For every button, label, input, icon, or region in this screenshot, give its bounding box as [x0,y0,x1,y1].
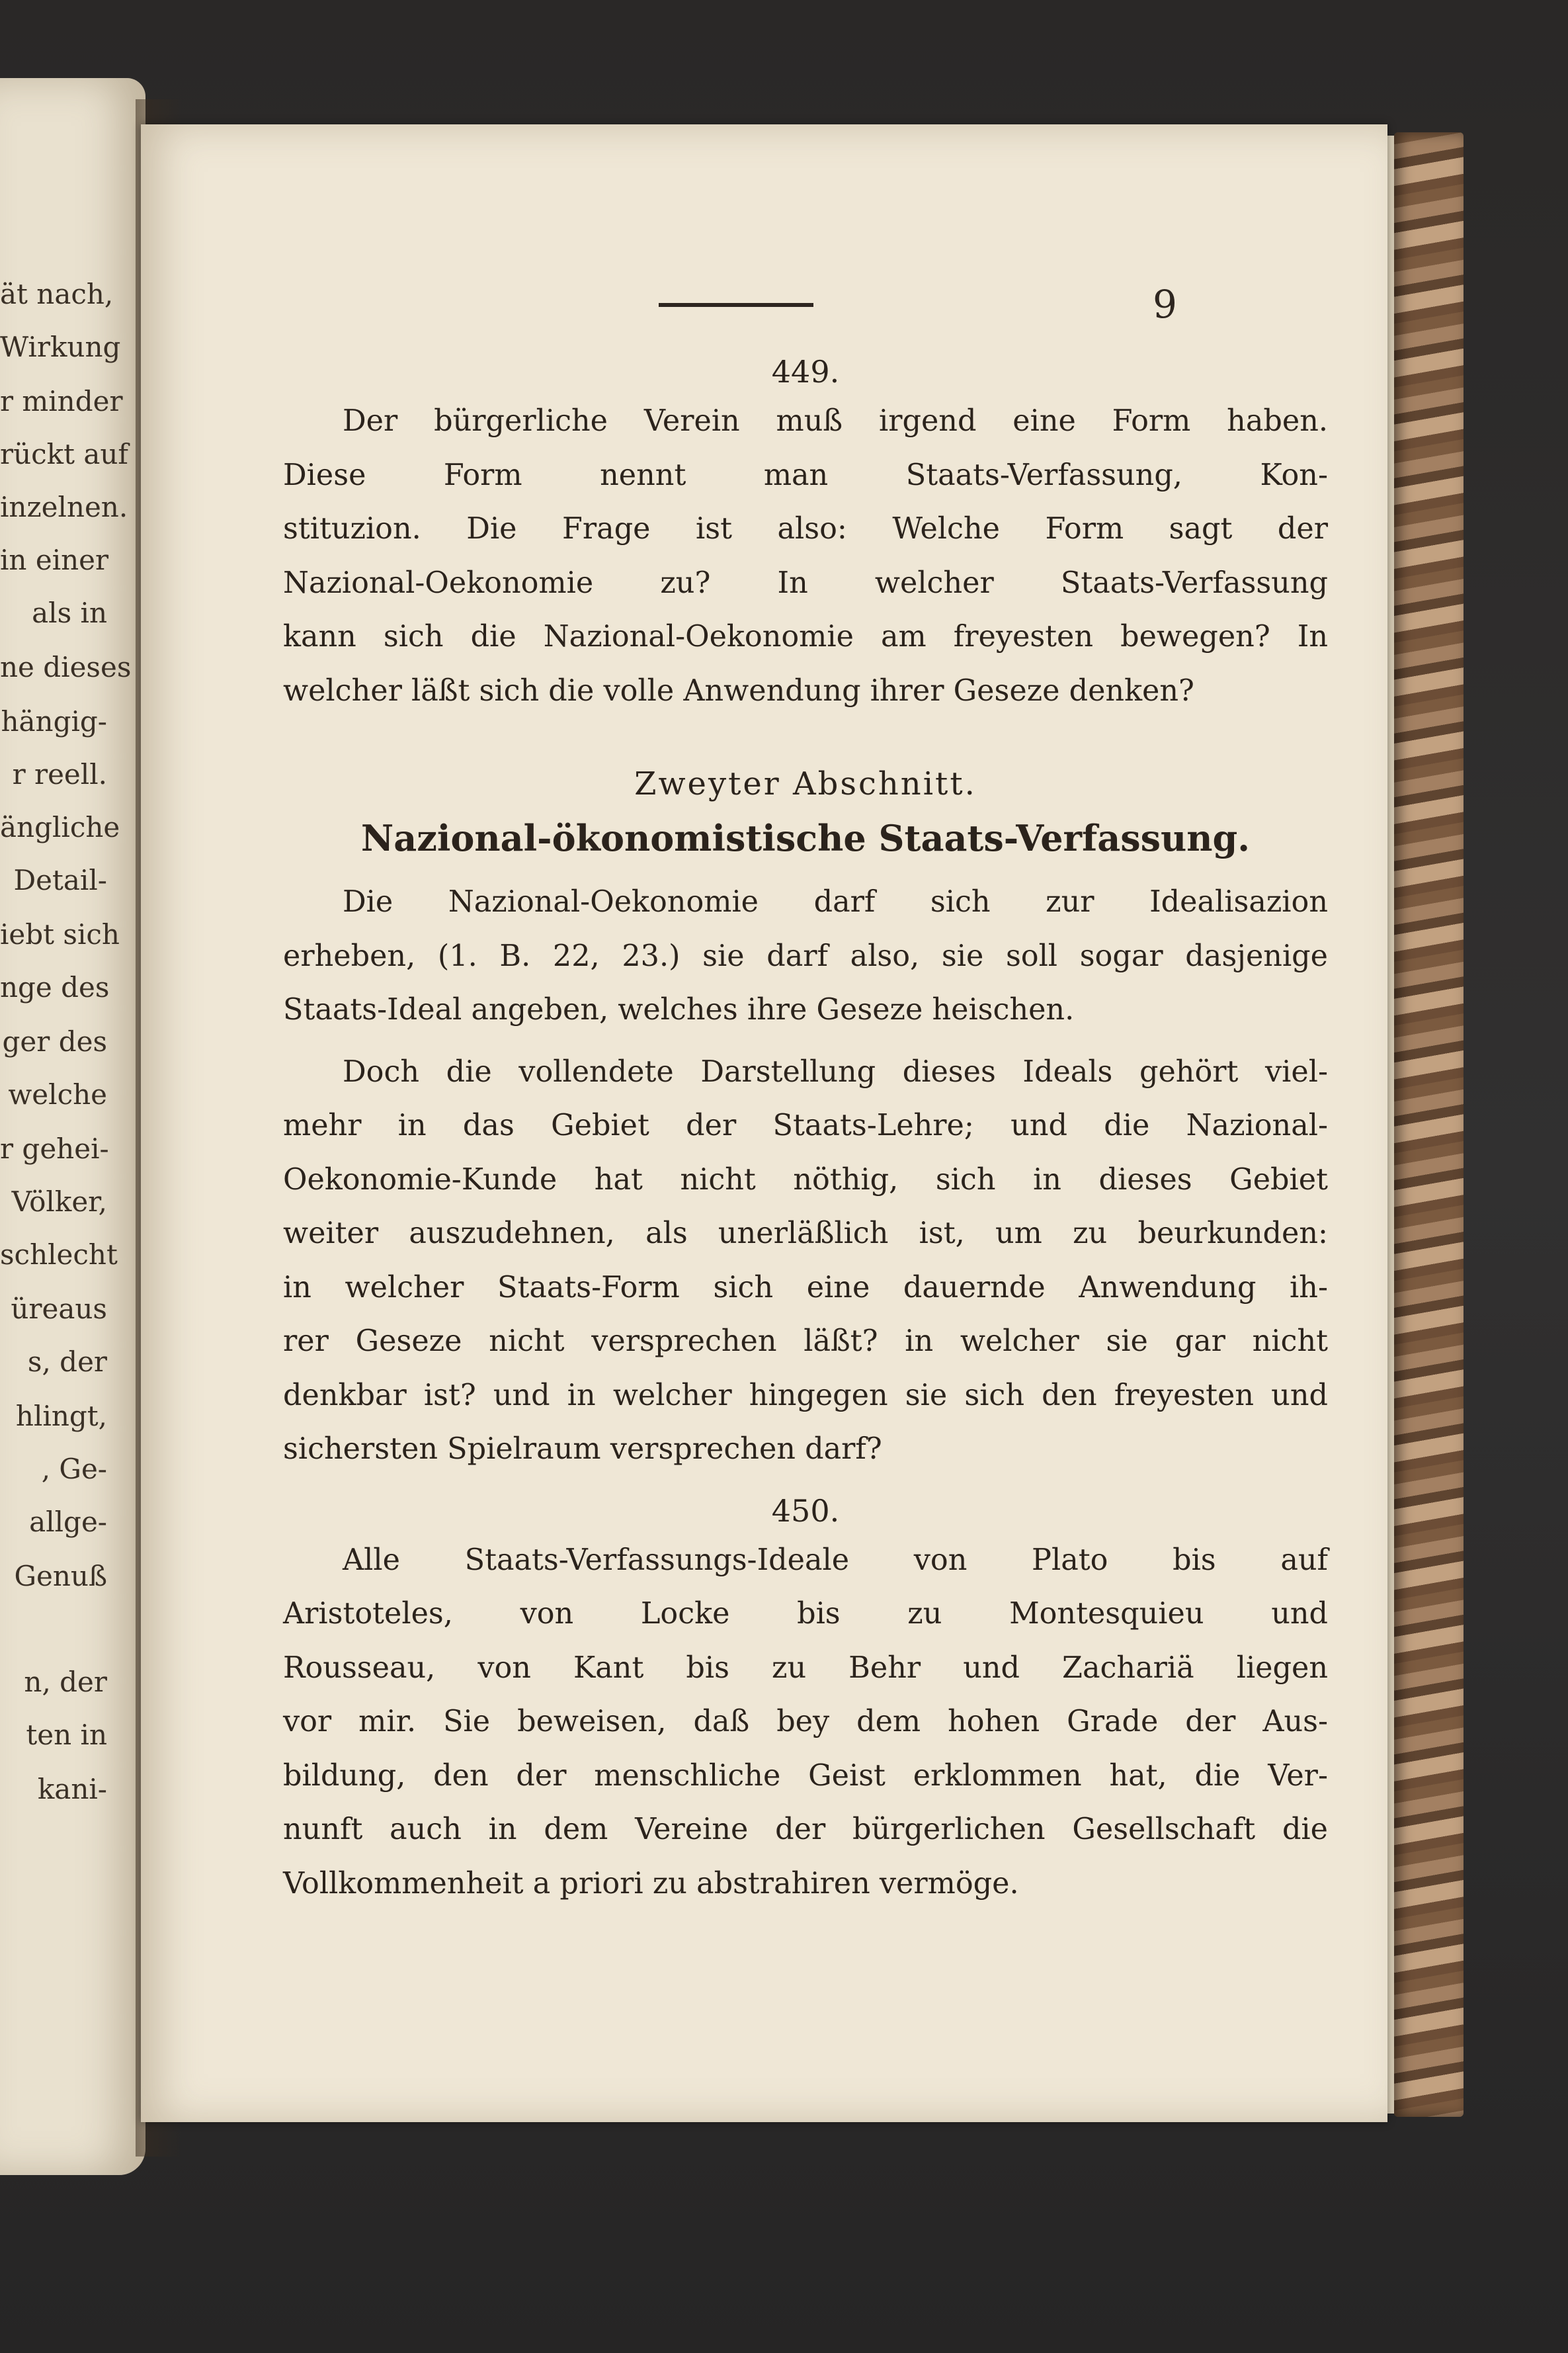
left-page-line: Wirkung [0,331,121,363]
text-line: in welcher Staats-Form sich eine dauernde Anwendung ih- [283,1270,1328,1305]
text-line: rer Geseze nicht versprechen läßt? in welcher sie gar nicht [283,1324,1328,1358]
paragraph-doch [283,1045,1328,1476]
left-page-line: in einer [0,544,109,576]
book-page [141,124,1387,2122]
page-text [283,349,1328,1910]
text-line: sichersten Spielraum versprechen darf? [283,1432,882,1466]
section-number-450: 450. [771,1492,840,1529]
left-page-line: allge- [29,1506,107,1538]
text-line: Aristoteles, von Locke bis zu Montesquieu und [283,1597,1328,1631]
left-page-line: ängliche [0,811,120,843]
paragraph-449 [283,394,1328,718]
section-number-449: 449. [771,354,840,390]
left-page-line: r gehei- [0,1133,109,1165]
left-page-line: nge des [0,971,110,1004]
left-page-line: üreaus [11,1293,107,1325]
text-line: Rousseau, von Kant bis zu Behr und Zachariä liegen [283,1650,1328,1685]
left-page-line: inzelnen. [0,491,128,523]
text-line: bildung, den der menschliche Geist erklommen hat, die Ver- [283,1758,1328,1793]
marbled-cover-edge [1394,132,1464,2117]
left-page-line: welche [8,1078,107,1111]
text-line: welcher läßt sich die volle Anwendung ihrer Geseze denken? [283,673,1194,708]
text-line: Diese Form nennt man Staats-Verfassung, Kon- [283,458,1328,492]
left-page-line: ten in [26,1719,107,1751]
text-line: Nazional-Oekonomie zu? In welcher Staats-Verfassung [283,566,1328,600]
text-line: Die Nazional-Oekonomie darf sich zur Idealisazion [343,885,1328,919]
text-line: kann sich die Nazional-Oekonomie am freyesten bewegen? In [283,620,1328,654]
left-page-line: s, der [27,1346,107,1378]
text-line: denkbar ist? und in welcher hingegen sie sich den freyesten und [283,1378,1328,1412]
left-page-line: Detail- [13,864,107,896]
text-line: weiter auszudehnen, als unerläßlich ist, um zu beurkunden: [283,1217,1328,1250]
header-rule [659,303,813,307]
left-page-line: r reell. [12,758,107,791]
text-line: Vollkommenheit a priori zu abstrahiren vermöge. [283,1866,1019,1901]
text-line: nunft auch in dem Vereine der bürgerlichen Gesellschaft die [283,1813,1328,1846]
chapter-heading: Zweyter Abschnitt. [634,765,977,802]
left-page-line: n, der [24,1666,107,1698]
text-line: stituzion. Die Frage ist also: Welche Form sagt der [283,512,1328,546]
text-line: Staats-Ideal angeben, welches ihre Geseze heischen. [283,993,1075,1027]
text-line: Der bürgerliche Verein muß irgend eine Form haben. [343,404,1328,438]
left-page-line: als in [32,597,107,629]
left-page-line: ät nach, [0,278,114,310]
text-line: Oekonomie-Kunde hat nicht nöthig, sich in dieses Gebiet [283,1162,1328,1197]
text-line: erheben, (1. B. 22, 23.) sie darf also, sie soll sogar dasjenige [283,939,1328,973]
chapter-title: Nazional-ökonomistische Staats-Verfassung. [360,817,1251,859]
left-page-line: ne dieses [0,651,132,683]
left-page-line: Völker, [11,1185,107,1218]
left-page-line: , Ge- [41,1453,107,1485]
left-page-fragment [0,78,145,2175]
text-line: Alle Staats-Verfassungs-Ideale von Plato bis auf [343,1543,1328,1577]
left-page-line: kani- [37,1773,107,1805]
page-number: 9 [1153,282,1177,327]
text-line: mehr in das Gebiet der Staats-Lehre; und die Nazional- [283,1109,1328,1142]
left-page-line: iebt sich [0,918,120,951]
paragraph-ideal [283,875,1328,1037]
text-line: Doch die vollendete Darstellung dieses Ideals gehört viel- [343,1054,1328,1089]
left-page-line: Genuß [14,1560,107,1592]
left-page-line: hlingt, [15,1400,107,1432]
left-page-line: hängig- [1,705,107,738]
left-page-line: ger des [2,1025,107,1058]
left-page-line: schlecht [0,1238,118,1271]
left-page-line: rückt auf [0,438,128,470]
text-line: vor mir. Sie beweisen, daß bey dem hohen Grade der Aus- [283,1705,1328,1738]
paragraph-450 [283,1533,1328,1911]
left-page-line: r minder [0,385,123,417]
